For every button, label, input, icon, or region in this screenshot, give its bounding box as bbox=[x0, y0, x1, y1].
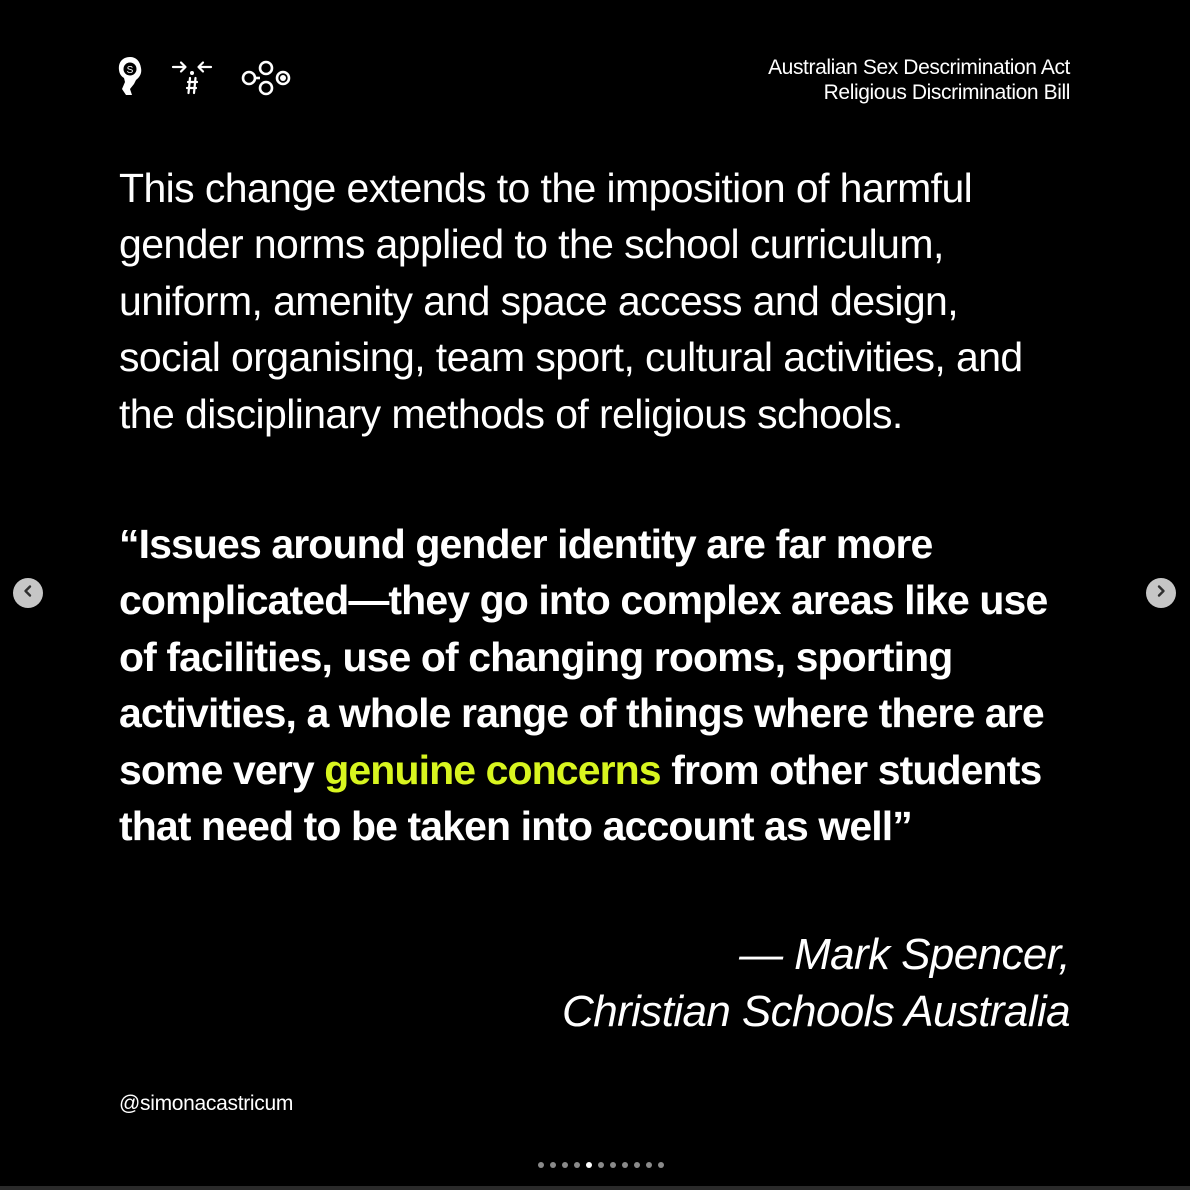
carousel-pagination bbox=[538, 1162, 664, 1168]
attribution-organisation: Christian Schools Australia bbox=[562, 987, 1070, 1036]
circles-logo-icon bbox=[240, 56, 292, 96]
svg-text:S: S bbox=[126, 65, 134, 76]
quote-attribution bbox=[562, 926, 1070, 1040]
carousel-prev-button[interactable] bbox=[13, 578, 43, 608]
pagination-dot[interactable] bbox=[538, 1162, 544, 1168]
quote-text bbox=[119, 516, 1079, 854]
body-paragraph: This change extends to the imposition of harmful gender norms applied to the school curriculum, uniform, amenity and space access and design, social organising, team sport, cultural activities, and the disciplinary methods of religious schools. bbox=[119, 165, 1023, 437]
chevron-right-icon bbox=[1154, 584, 1168, 603]
arrows-hash-icon bbox=[170, 56, 214, 96]
header-title bbox=[768, 55, 1070, 105]
portrait-logo-icon bbox=[116, 56, 144, 96]
pagination-dot[interactable] bbox=[634, 1162, 640, 1168]
quote-text-after: from other students that need to be taken into account as well” bbox=[119, 746, 1042, 850]
pagination-dot[interactable] bbox=[658, 1162, 664, 1168]
quote-highlight: genuine concerns bbox=[324, 746, 661, 793]
pagination-dot[interactable] bbox=[610, 1162, 616, 1168]
pagination-dot[interactable] bbox=[586, 1162, 592, 1168]
author-handle: @simonacastricum bbox=[119, 1092, 294, 1115]
pagination-dot[interactable] bbox=[562, 1162, 568, 1168]
pagination-dot[interactable] bbox=[646, 1162, 652, 1168]
pagination-dot[interactable] bbox=[574, 1162, 580, 1168]
carousel-next-button[interactable] bbox=[1146, 578, 1176, 608]
pagination-dot[interactable] bbox=[622, 1162, 628, 1168]
chevron-left-icon bbox=[21, 584, 35, 603]
header-line-1: Australian Sex Descrimination Act bbox=[768, 56, 1070, 79]
pagination-dot[interactable] bbox=[550, 1162, 556, 1168]
bottom-divider bbox=[0, 1186, 1190, 1190]
header-line-2: Religious Discrimination Bill bbox=[823, 81, 1070, 104]
quote-text-before: “Issues around gender identity are far more complicated—they go into complex areas like use of facilities, use of changing rooms, sporting activities, a whole range of things where there are some very bbox=[119, 521, 1048, 793]
attribution-name: — Mark Spencer, bbox=[739, 930, 1070, 979]
pagination-dot[interactable] bbox=[598, 1162, 604, 1168]
logo-group bbox=[116, 56, 292, 96]
